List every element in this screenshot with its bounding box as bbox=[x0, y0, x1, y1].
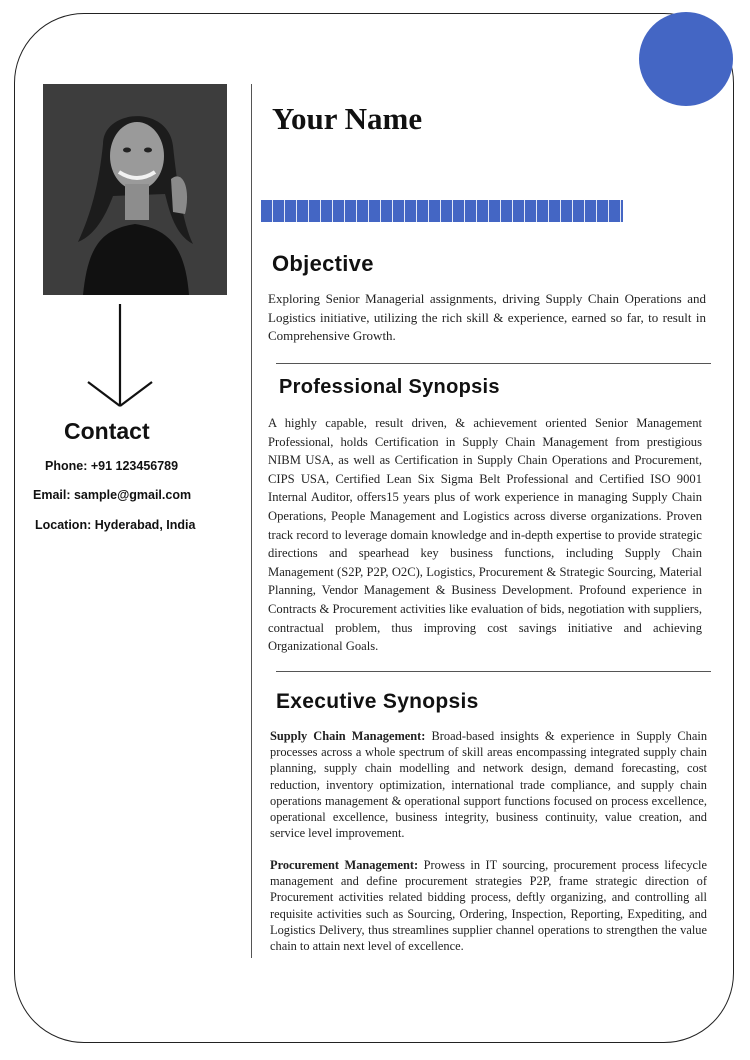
contact-email: Email: sample@gmail.com bbox=[33, 488, 192, 502]
section-rule bbox=[276, 671, 711, 672]
candidate-name: Your Name bbox=[272, 101, 423, 136]
person-silhouette-icon bbox=[43, 84, 227, 295]
professional-synopsis-text: A highly capable, result driven, & achievement oriented Senior Management Professional, holds Certification in Supply Chain Management from prestigious NIBM USA, as well as Certification in Supply Chain Operations and Procurement, CIPS USA, Certified Lean Six Sigma Belt Professional and Certified ISO 9001 Internal Auditor, offers15 years plus of work experience in managing Supply Chain Operations, People Management and Logistics across diverse organizations. Proven track record to leverage domain knowledge and in-depth expertise to provide strategic directions and spearhead key business functions, including Supply Chain Management (S2P, P2P, O2C), Logistics, Procurement & Strategic Sourcing, Material Planning, Vendor Management & Business Development. Profound experience in Contracts & Procurement activities like evaluation of bids, negotiation with suppliers, contractual problem, thus improving cost savings initiative and achieving Organizational Goals. bbox=[268, 416, 702, 654]
executive-item-procurement bbox=[270, 857, 707, 954]
objective-text: Exploring Senior Managerial assignments, driving Supply Chain Operations and Logistics initiative, utilizing the rich skill & experience, earned so far, to result in Comprehensive Growth. bbox=[268, 291, 706, 344]
column-divider bbox=[251, 84, 252, 958]
executive-item-text: Broad-based insights & experience in Supply Chain processes across a whole spectrum of skill areas encompassing integrated supply chain planning, supply chain modelling and network design, demand forecasting, cost reduction, inventory optimization, international trade compliance, and supply chain operations management & operational support functions focused on process excellence, operational excellence, business integrity, business continuity, value creation, and service level improvement. bbox=[270, 729, 708, 841]
objective-heading: Objective bbox=[272, 251, 374, 276]
executive-item-label: Procurement Management: bbox=[270, 858, 419, 872]
professional-synopsis-heading: Professional Synopsis bbox=[279, 376, 500, 398]
arrow-down-icon bbox=[85, 302, 155, 410]
executive-item-supply-chain bbox=[270, 728, 707, 841]
executive-item-label: Supply Chain Management: bbox=[270, 729, 426, 743]
decorative-bar bbox=[261, 200, 623, 222]
profile-photo bbox=[43, 84, 227, 295]
contact-phone: Phone: +91 123456789 bbox=[45, 459, 179, 473]
section-rule bbox=[276, 363, 711, 364]
contact-location: Location: Hyderabad, India bbox=[35, 518, 196, 532]
executive-synopsis-heading: Executive Synopsis bbox=[276, 690, 479, 713]
contact-heading: Contact bbox=[64, 418, 150, 444]
decorative-circle bbox=[639, 12, 733, 106]
executive-item-text: Prowess in IT sourcing, procurement process lifecycle management and define procurement strategies P2P, frame strategic direction of Procurement activities related bidding process, deftly organizing, and controlling all requisite activities such as Sourcing, Ordering, Inspection, Reporting, Expediting, and Logistics Delivery, thus streamlines supplier channel operations to strengthen the value chain to attain next level of excellence. bbox=[270, 858, 707, 954]
